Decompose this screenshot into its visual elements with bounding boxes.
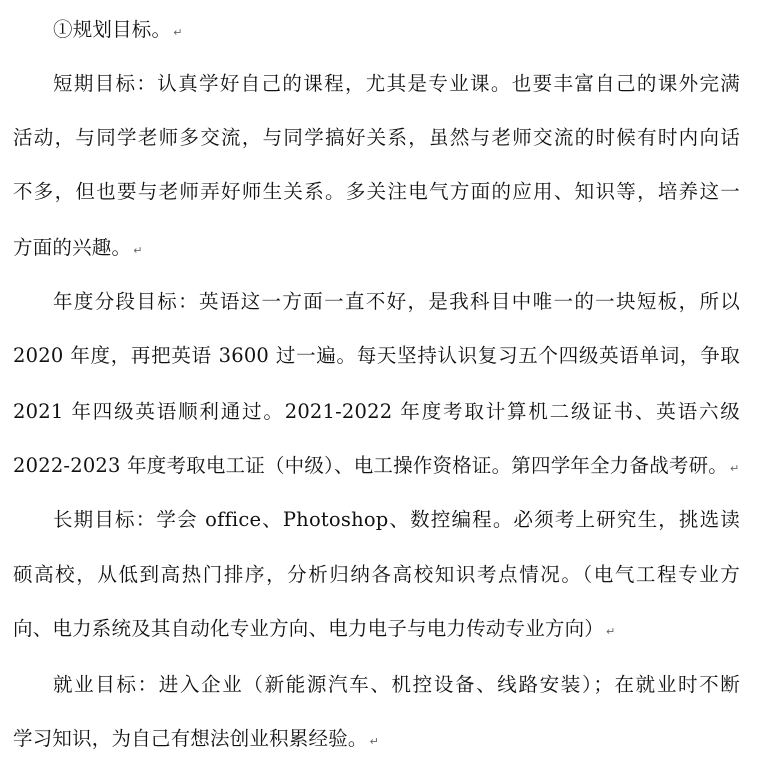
yearly-line-1: 年度分段目标：英语这一方面一直不好，是我科目中唯一的一块短板，所以	[53, 290, 740, 313]
long-term-line-1: 长期目标：学会 office、Photoshop、数控编程。必须考上研究生，挑选读	[53, 508, 740, 531]
paragraph-mark-icon: ↵	[173, 26, 183, 39]
paragraph-mark-icon: ↵	[606, 625, 616, 638]
paragraph-mark-icon: ↵	[730, 462, 740, 475]
short-term-line-4: 方面的兴趣。 ↵	[13, 236, 143, 259]
long-term-line-2: 硕高校，从低到高热门排序，分析归纳各高校知识考点情况。（电气工程专业方	[13, 563, 740, 586]
employment-line-1: 就业目标：进入企业（新能源汽车、机控设备、线路安装）；在就业时不断	[53, 673, 740, 696]
section-heading: ①规划目标。 ↵	[53, 18, 183, 41]
short-term-line-2: 活动，与同学老师多交流，与同学搞好关系，虽然与老师交流的时候有时内向话	[13, 126, 740, 149]
long-term-line-3: 向、电力系统及其自动化专业方向、电力电子与电力传动专业方向） ↵	[13, 617, 616, 640]
employment-line-2: 学习知识，为自己有想法创业积累经验。 ↵	[13, 727, 380, 750]
paragraph-mark-icon: ↵	[133, 244, 143, 257]
short-term-line-3: 不多，但也要与老师弄好师生关系。多关注电气方面的应用、知识等，培养这一	[13, 180, 740, 203]
paragraph-mark-icon: ↵	[369, 735, 380, 748]
yearly-line-3: 2021 年四级英语顺利通过。2021-2022 年度考取计算机二级证书、英语六级	[13, 400, 740, 423]
yearly-line-4: 2022-2023 年度考取电工证（中级）、电工操作资格证。第四学年全力备战考研。 ↵	[13, 454, 740, 477]
yearly-line-2: 2020 年度，再把英语 3600 过一遍。每天坚持认识复习五个四级英语单词，争取	[13, 344, 740, 367]
short-term-line-1: 短期目标：认真学好自己的课程，尤其是专业课。也要丰富自己的课外完满	[53, 72, 740, 95]
